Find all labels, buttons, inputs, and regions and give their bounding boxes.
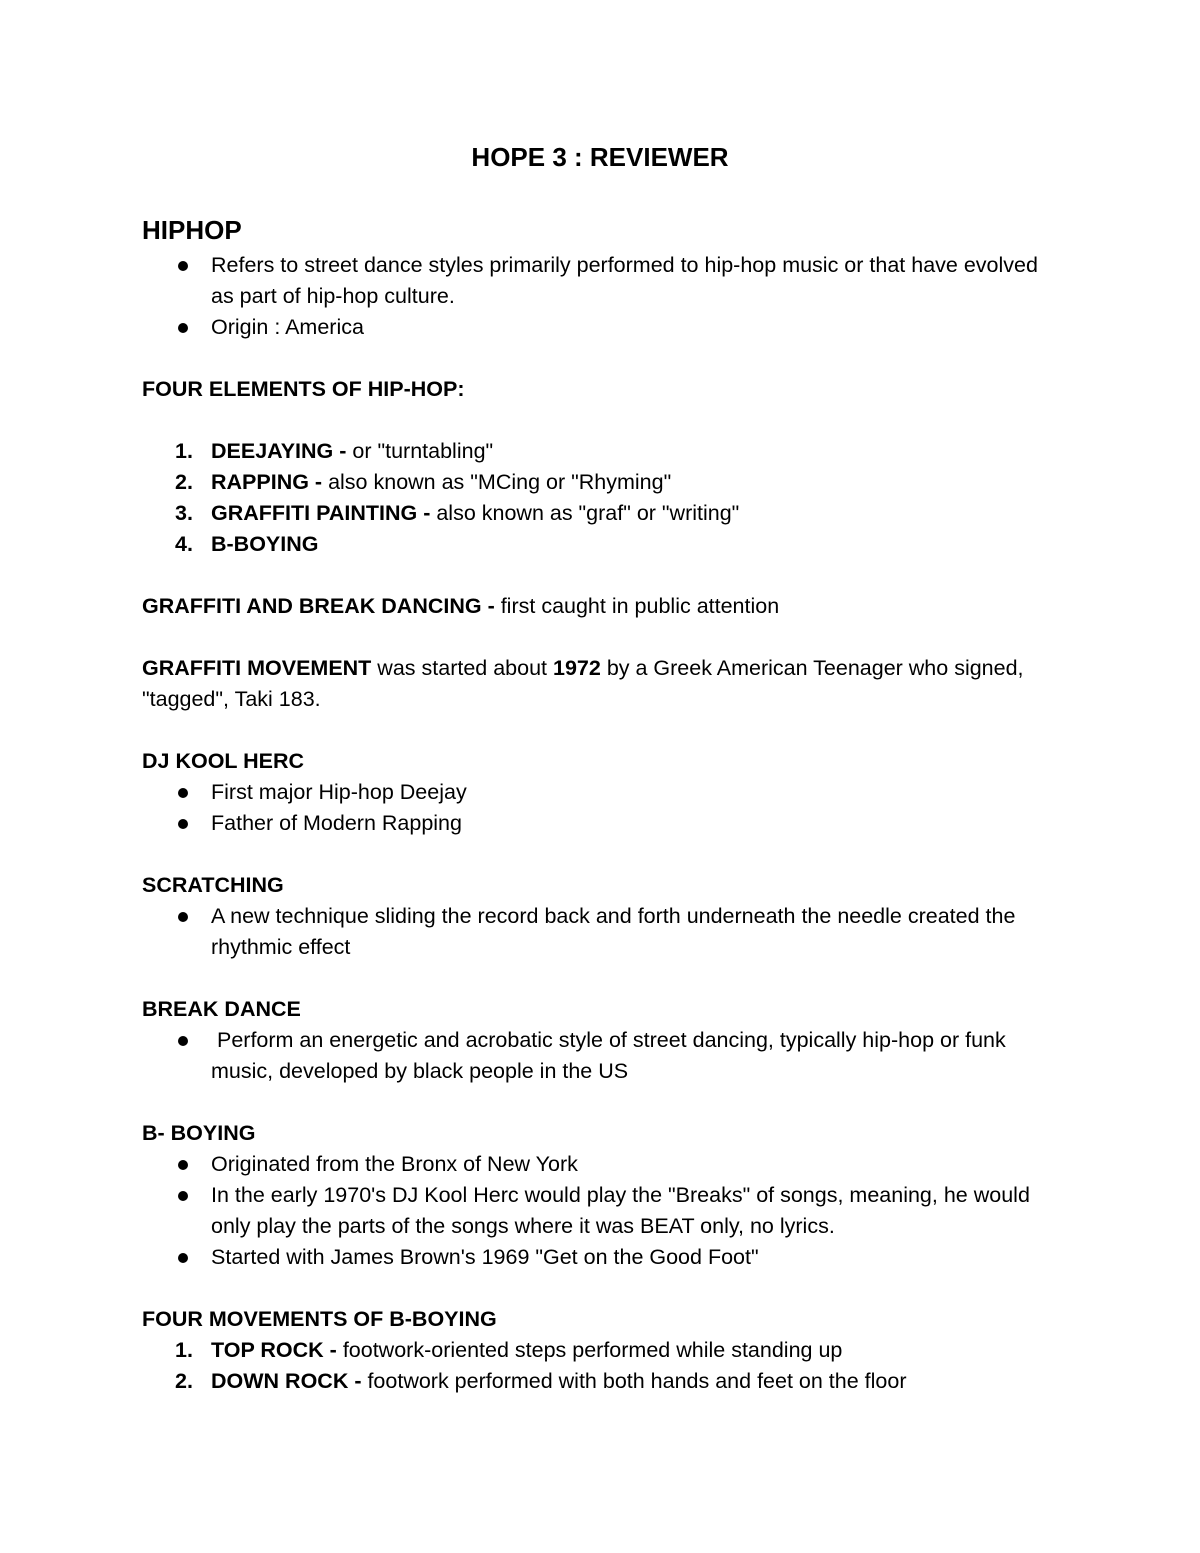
section-heading-break-dance: BREAK DANCE [142,997,301,1021]
four-elements-list [142,436,1062,560]
list-item: Perform an energetic and acrobatic style of street dancing, typically hip-hop or funk music, developed by black people in the US [211,1025,1062,1087]
year: 1972 [553,656,601,680]
break-dance-bullet-list [142,1025,1062,1087]
list-item: A new technique sliding the record back and forth underneath the needle created the rhythmic effect [211,901,1062,963]
section-heading-scratching: SCRATCHING [142,873,284,897]
term: DOWN ROCK - [211,1369,362,1393]
section-heading-b-boying: B- BOYING [142,1121,256,1145]
definition: also known as "MCing or "Rhyming" [322,470,672,494]
page-title: HOPE 3 : REVIEWER [471,142,729,172]
list-item [175,436,1062,467]
list-item: Started with James Brown's 1969 "Get on the Good Foot" [211,1242,1062,1273]
list-number: 1. [175,1338,193,1362]
document-body [142,210,1062,1397]
definition: footwork-oriented steps performed while standing up [336,1338,843,1362]
definition: also known as "graf" or "writing" [430,501,740,525]
definition: first caught in public attention [494,594,780,618]
list-item: Originated from the Bronx of New York [211,1149,1062,1180]
graffiti-movement-paragraph [142,653,1062,715]
list-number: 1. [175,439,193,463]
list-item: Refers to street dance styles primarily performed to hip-hop music or that have evolved as part of hip-hop culture. [211,250,1062,312]
term: GRAFFITI MOVEMENT [142,656,372,680]
list-item: First major Hip-hop Deejay [211,777,1062,808]
list-item: Father of Modern Rapping [211,808,1062,839]
definition: footwork performed with both hands and feet on the floor [361,1369,907,1393]
section-heading-hiphop: HIPHOP [142,215,242,245]
list-number: 3. [175,501,193,525]
list-item: In the early 1970's DJ Kool Herc would play the "Breaks" of songs, meaning, he would only play the parts of the songs where it was BEAT only, no lyrics. [211,1180,1062,1242]
section-heading-four-movements: FOUR MOVEMENTS OF B-BOYING [142,1307,497,1331]
list-item [175,498,1062,529]
list-number: 2. [175,470,193,494]
term: TOP ROCK - [211,1338,337,1362]
list-item [175,1335,1062,1366]
term: B-BOYING [211,532,319,556]
term: GRAFFITI PAINTING - [211,501,431,525]
text: by a Greek American Teenager who signed, "tagged", Taki 183. [142,656,1024,711]
scratching-bullet-list [142,901,1062,963]
graffiti-break-paragraph [142,591,1062,622]
list-item: Origin : America [211,312,1062,343]
text: was started about [371,656,553,680]
section-heading-dj-kool-herc: DJ KOOL HERC [142,749,305,773]
list-item [175,1366,1062,1397]
list-item [175,529,1062,560]
hiphop-bullet-list [142,250,1062,343]
definition: or "turntabling" [346,439,494,463]
list-number: 4. [175,532,193,556]
term: DEEJAYING - [211,439,347,463]
four-movements-list [142,1335,1062,1397]
dj-kool-herc-bullet-list [142,777,1062,839]
list-item [175,467,1062,498]
term: RAPPING - [211,470,323,494]
section-heading-four-elements: FOUR ELEMENTS OF HIP-HOP: [142,377,465,401]
b-boying-bullet-list [142,1149,1062,1273]
term: GRAFFITI AND BREAK DANCING - [142,594,495,618]
list-number: 2. [175,1369,193,1393]
